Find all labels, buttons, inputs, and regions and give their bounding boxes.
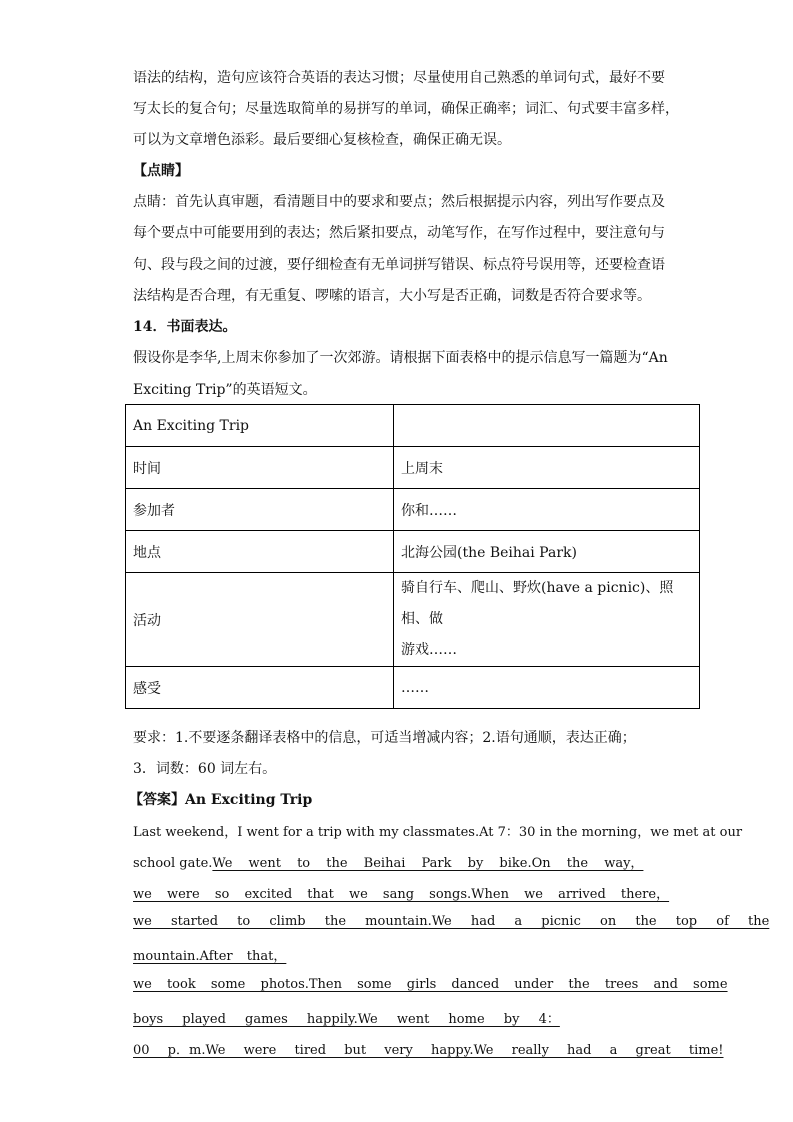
table-row — [126, 489, 700, 531]
table-cell-label: 感受 — [126, 667, 394, 709]
paragraph-1-line: 写太长的复合句；尽量选取简单的易拼写的单词，确保正确率；词汇、句式要丰富多样， — [133, 101, 679, 117]
requirement-line: 3．词数：60 词左右。 — [133, 761, 277, 777]
question-14-heading: 14．书面表达。 — [133, 319, 237, 335]
dianjing-line: 句、段与段之间的过渡，要仔细检查有无单词拼写错误、标点符号误用等，还要检查语 — [133, 257, 665, 273]
answer-line: 00 p．m.We were tired but very happy.We really had a great time! — [133, 1043, 724, 1058]
dianjing-line: 每个要点中可能要用到的表达；然后紧扣要点，动笔写作，在写作过程中，要注意句与 — [133, 225, 665, 241]
dianjing-line: 点睛：首先认真审题，看清题目中的要求和要点；然后根据提示内容，列出写作要点及 — [133, 194, 665, 210]
table-cell-value: 你和…… — [394, 489, 700, 531]
table-cell-label: 时间 — [126, 447, 394, 489]
dianjing-line: 法结构是否合理，有无重复、啰嗦的语言，大小写是否正确，词数是否符合要求等。 — [133, 288, 651, 304]
dianjing-heading: 【点睛】 — [133, 163, 189, 179]
paragraph-1-line: 语法的结构，造句应该符合英语的表达习惯；尽量使用自己熟悉的单词句式，最好不要 — [133, 70, 665, 86]
table-row — [126, 667, 700, 709]
table-cell-label: 参加者 — [126, 489, 394, 531]
table-row — [126, 531, 700, 573]
table-cell-value-line: 游戏…… — [401, 642, 457, 658]
table-cell-value: …… — [394, 667, 700, 709]
requirement-line: 要求：1.不要逐条翻译表格中的信息，可适当增减内容；2.语句通顺，表达正确； — [133, 730, 636, 746]
table-cell-label: An Exciting Trip — [126, 405, 394, 447]
table-cell-value-line: 骑自行车、爬山、野炊(have a picnic)、照相、做 — [401, 580, 674, 627]
answer-line: boys played games happily.We went home by 4： — [133, 1012, 560, 1027]
table-row — [126, 573, 700, 667]
table-cell-value — [394, 573, 700, 667]
answer-line: Last weekend，I went for a trip with my classmates.At 7：30 in the morning，we met at our — [133, 825, 743, 840]
answer-underlined-text: We went to the Beihai Park by bike.On the way， — [212, 856, 644, 871]
prompt-line: Exciting Trip”的英语短文。 — [133, 382, 317, 398]
answer-line: we started to climb the mountain.We had a picnic on the top of the — [133, 914, 770, 929]
table-row — [126, 405, 700, 447]
table-row — [126, 447, 700, 489]
answer-line: mountain.After that， — [133, 949, 287, 964]
answer-line: we took some photos.Then some girls danced under the trees and some — [133, 977, 728, 992]
answer-line — [133, 852, 643, 871]
table-cell-label: 地点 — [126, 531, 394, 573]
table-cell-label: 活动 — [126, 573, 394, 667]
table-cell-value: 北海公园(the Beihai Park) — [394, 531, 700, 573]
prompt-line: 假设你是李华,上周末你参加了一次郊游。请根据下面表格中的提示信息写一篇题为“An — [133, 350, 668, 366]
answer-heading: 【答案】An Exciting Trip — [129, 792, 313, 808]
table-cell-value: 上周末 — [394, 447, 700, 489]
paragraph-1-line: 可以为文章增色添彩。最后要细心复核检查，确保正确无误。 — [133, 132, 511, 148]
table-cell-value — [394, 405, 700, 447]
info-table — [125, 404, 700, 709]
answer-line: we were so excited that we sang songs.When we arrived there， — [133, 887, 670, 902]
answer-text: school gate. — [133, 856, 213, 871]
